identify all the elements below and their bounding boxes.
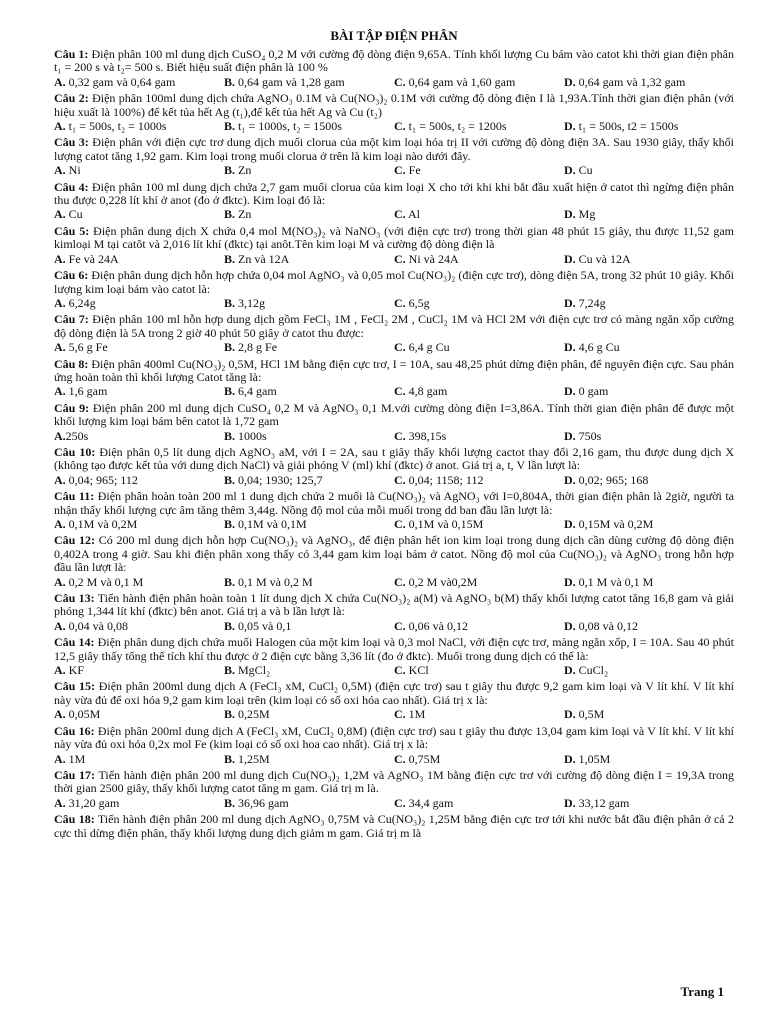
option-letter: D.: [564, 751, 576, 766]
answer-option: D. 0,1 M và 0,1 M: [564, 574, 654, 589]
option-letter: D.: [564, 119, 576, 134]
question-text: Điện phân dung dịch X chứa 0,4 mol M(NO₃)₂ và NaNO₃ (với điện cực trơ) trong thời gian 48 phút 15 giây, thu được 11,52 gam kimloại M tại catôt và 2,016 lít khí (đktc) tại anôt.Tên kim loại M và cường độ dòng điện là: [54, 223, 735, 252]
option-letter: A.: [54, 472, 66, 487]
question-item: [54, 358, 734, 399]
question-text-line: [54, 636, 734, 663]
question-text: Tiến hành điện phân 200 ml dung dịch AgNO₃ 0,75M và Cu(NO₃)₂ 1,25M bằng điện cực trơ tới khi nước bắt đầu điện phân ở cả 2 cực thì dừng điện phân, thấy khối lượng dung dịch giảm m gam. Giá trị m là: [54, 812, 734, 840]
question-label: Câu 7:: [54, 312, 89, 327]
answer-option: D. 750s: [564, 428, 602, 443]
answer-option: D. 0 gam: [564, 384, 609, 399]
question-item: [54, 92, 734, 133]
answer-options: [54, 76, 734, 89]
answer-options: [54, 753, 734, 766]
answer-option: B. MgCl₂: [224, 663, 271, 678]
question-label: Câu 15:: [54, 679, 96, 694]
option-letter: C.: [394, 751, 406, 766]
question-text-line: [54, 446, 734, 473]
option-letter: C.: [394, 663, 406, 678]
answer-option: D. 0,64 gam và 1,32 gam: [564, 74, 686, 89]
answer-option: A. t₁ = 500s, t₂ = 1000s: [54, 119, 167, 134]
answer-option: A. 5,6 g Fe: [54, 340, 108, 355]
option-letter: D.: [564, 472, 576, 487]
answer-option: A. Cu: [54, 207, 83, 222]
option-letter: A.: [54, 618, 66, 633]
option-letter: D.: [564, 663, 576, 678]
question-item: [54, 592, 734, 633]
answer-option: A. 0,2 M và 0,1 M: [54, 574, 144, 589]
question-text: Tiến hành điện phân hoàn toàn 1 lít dung dịch X chứa Cu(NO₃)₂ a(M) và AgNO₃ b(M) thấy khối lượng catot tăng 16,8 gam và giải phóng 1,344 lít khí (đktc) bên anot. Giá trị a và b lần lượt là:: [54, 591, 734, 619]
option-letter: C.: [394, 428, 406, 443]
answer-option: A.250s: [54, 428, 89, 443]
question-label: Câu 6:: [54, 268, 89, 283]
answer-options: [54, 430, 734, 443]
question-text: Tiến hành điện phân 200 ml dung dịch Cu(NO₃)₂ 1,2M và AgNO₃ 1M bằng điện cực trơ với cường độ dòng điện I = 19,3A trong thời gian 2500 giây, thấy khối lượng catot tăng m gam. Giá trị m là.: [54, 767, 734, 796]
document-page: [54, 28, 734, 841]
option-letter: C.: [394, 574, 406, 589]
question-text-line: [54, 592, 734, 619]
option-letter: B.: [224, 472, 236, 487]
answer-option: B. t₁ = 1000s, t₂ = 1500s: [224, 119, 342, 134]
question-text: Điện phân dung dịch hỗn hợp chứa 0,04 mol AgNO₃ và 0,05 mol Cu(NO₃)₂ (điện cực trơ), dòng điện 5A, trong 32 phút 10 giây. Khối lượng kim loại bám vào catot là:: [54, 268, 735, 296]
answer-option: C. Ni và 24A: [394, 251, 459, 266]
answer-option: C. 0,2 M và0,2M: [394, 574, 478, 589]
option-letter: C.: [394, 119, 406, 134]
answer-option: C. 1M: [394, 707, 426, 722]
answer-options: [54, 620, 734, 633]
question-text: Điện phân 100 ml dung dịch chứa 2,7 gam muối clorua của kim loại X cho tới khi khi bắt đầu xuất hiện ở catot thì ngừng điện phân thu được 0,228 lít khí ở anot (đo ở đktc). Kim loại đó là:: [54, 179, 734, 208]
question-text-line: [54, 48, 734, 75]
answer-option: B. 0,1 M và 0,2 M: [224, 574, 313, 589]
page-title: BÀI TẬP ĐIỆN PHÂN: [330, 28, 458, 43]
answer-option: B. 0,05 và 0,1: [224, 618, 292, 633]
question-label: Câu 17:: [54, 767, 96, 782]
question-label: Câu 10:: [54, 444, 96, 459]
option-letter: D.: [564, 384, 576, 399]
answer-option: B. 1000s: [224, 428, 267, 443]
question-text-line: [54, 181, 734, 208]
answer-option: D. 0,02; 965; 168: [564, 472, 649, 487]
question-label: Câu 9:: [54, 400, 90, 415]
option-letter: A.: [54, 119, 66, 134]
option-letter: D.: [564, 618, 576, 633]
question-text-line: [54, 313, 734, 340]
option-letter: B.: [224, 119, 236, 134]
answer-option: B. 0,64 gam và 1,28 gam: [224, 74, 345, 89]
option-letter: B.: [224, 295, 236, 310]
question-item: [54, 269, 734, 310]
option-letter: A.: [54, 207, 66, 222]
question-label: Câu 4:: [54, 179, 89, 194]
option-letter: A.: [54, 795, 66, 810]
question-label: Câu 3:: [54, 135, 89, 150]
answer-option: A. KF: [54, 663, 85, 678]
answer-option: C. 0,75M: [394, 751, 441, 766]
question-label: Câu 5:: [54, 223, 90, 238]
question-text: Điện phân dung dịch chứa muối Halogen của một kim loại và 0,3 mol NaCl, với điện cực trơ, màng ngăn xốp, I = 10A. Sau 40 phút 12,5 giây thấy tổng thể tích khí thu được ở 2 điện cực bằng 3,36 lít (đo ở đktc). Muối trong dung dịch có thể là:: [54, 635, 734, 663]
answer-option: B. 0,25M: [224, 707, 270, 722]
answer-option: A. 1M: [54, 751, 86, 766]
option-letter: A.: [54, 517, 66, 531]
answer-option: A. Ni: [54, 163, 81, 178]
answer-option: D. 7,24g: [564, 295, 606, 310]
option-letter: A.: [54, 574, 66, 589]
question-text-line: [54, 358, 734, 385]
option-letter: A.: [54, 384, 66, 399]
question-text: Điện phân 200ml dung dịch A (FeCl₃ xM, CuCl₂ 0,8M) (điện cực trơ) sau t giây thu được 13,04 gam kim loại và V lít khí. V lít khí này vừa đủ oxi hóa 0,2x mol Fe (kim loại có số oxi hoa cao nhất). Giá trị x là:: [54, 723, 734, 752]
question-item: [54, 402, 734, 443]
option-letter: A.: [54, 340, 66, 355]
answer-option: B. 36,96 gam: [224, 795, 289, 810]
option-letter: B.: [224, 618, 236, 633]
option-letter: A.: [54, 428, 66, 443]
answer-option: D. 33,12 gam: [564, 795, 630, 810]
answer-option: B. Zn và 12A: [224, 251, 290, 266]
question-text: Điện phân 100 ml hỗn hợp dung dịch gồm FeCl₃ 1M , FeCl₂ 2M , CuCl₂ 1M và HCl 2M với điện cực trơ có màng ngăn xốp cường độ dòng điện là 5A trong 2 giờ 40 phút 50 giây ở catot thu được:: [54, 312, 734, 340]
answer-option: A. Fe và 24A: [54, 251, 119, 266]
option-letter: B.: [224, 74, 236, 89]
answer-option: D. 0,15M và 0,2M: [564, 517, 654, 531]
answer-option: A. 0,1M và 0,2M: [54, 517, 138, 531]
option-letter: C.: [394, 707, 406, 722]
question-text: Điện phân 100 ml dung dịch CuSO₄ 0,2 M với cường độ dòng điện 9,65A. Tính khối lượng Cu bám vào catot khi thời gian điện phân t₁ = 200 s và t₂= 500 s. Biết hiệu suất điện phân là 100 %: [54, 47, 735, 75]
answer-option: C. 4,8 gam: [394, 384, 448, 399]
option-letter: D.: [564, 428, 576, 443]
question-item: [54, 446, 734, 487]
question-text-line: [54, 725, 734, 752]
question-item: [54, 490, 734, 531]
answer-option: D. Mg: [564, 207, 596, 222]
option-letter: A.: [54, 707, 66, 722]
option-letter: B.: [224, 574, 236, 589]
question-label: Câu 2:: [54, 91, 89, 106]
answer-options: [54, 474, 734, 487]
answer-option: A. 0,04 và 0,08: [54, 618, 128, 633]
answer-option: A. 1,6 gam: [54, 384, 108, 399]
option-letter: B.: [224, 340, 236, 355]
option-letter: C.: [394, 517, 406, 531]
question-item: [54, 225, 734, 266]
question-text: Có 200 ml dung dịch hỗn hợp Cu(NO₃)₂ và AgNO₃, để điện phân hết ion kim loại trong dung dịch cần dùng cường độ dòng điện 0,402A trong 4 giờ. Sau khi điện phân xong thấy có 3,44 gam kim loại bám ở catot. Nồng độ mol của Cu(NO₃)₂ và AgNO₃ trong hỗn hợp đầu lần lượt là:: [54, 533, 734, 575]
answer-option: C. Fe: [394, 163, 421, 178]
answer-option: C. 6,5g: [394, 295, 430, 310]
question-item: [54, 136, 734, 177]
question-item: [54, 813, 734, 840]
answer-options: [54, 797, 734, 810]
option-letter: B.: [224, 207, 236, 222]
question-label: Câu 1:: [54, 47, 89, 61]
answer-option: B. 1,25M: [224, 751, 270, 766]
option-letter: D.: [564, 707, 576, 722]
answer-options: [54, 576, 734, 589]
option-letter: C.: [394, 384, 406, 399]
answer-options: [54, 708, 734, 721]
answer-option: C. 398,15s: [394, 428, 447, 443]
question-item: [54, 725, 734, 766]
option-letter: B.: [224, 751, 236, 766]
question-text-line: [54, 680, 734, 707]
answer-options: [54, 120, 734, 133]
question-label: Câu 11:: [54, 489, 95, 504]
answer-options: [54, 253, 734, 266]
question-text-line: [54, 813, 734, 840]
question-list: [54, 48, 734, 840]
answer-option: D. Cu và 12A: [564, 251, 631, 266]
answer-option: D. 0,08 và 0,12: [564, 618, 638, 633]
question-text-line: [54, 225, 734, 252]
answer-options: [54, 208, 734, 221]
option-letter: C.: [394, 163, 406, 178]
answer-option: C. 6,4 g Cu: [394, 340, 450, 355]
option-letter: D.: [564, 340, 576, 355]
answer-option: A. 0,04; 965; 112: [54, 472, 138, 487]
question-label: Câu 14:: [54, 635, 95, 650]
option-letter: A.: [54, 751, 66, 766]
answer-option: B. 3,12g: [224, 295, 266, 310]
option-letter: A.: [54, 163, 66, 178]
question-item: [54, 769, 734, 810]
answer-option: B. 0,1M và 0,1M: [224, 517, 307, 531]
answer-option: B. 0,04; 1930; 125,7: [224, 472, 323, 487]
option-letter: C.: [394, 618, 406, 633]
question-text: Điện phân 100ml dung dịch chứa AgNO₃ 0.1M và Cu(NO₃)₂ 0.1M với cường độ dòng điện I là 1,93A.Tính thời gian điện phân (với hiệu xuất là 100%) để kết tủa hết Ag (t₁),để kết tủa hết Ag và Cu (t₂): [54, 91, 735, 119]
answer-option: C. KCl: [394, 663, 429, 678]
question-text: Điện phân 0,5 lít dung dịch AgNO₃ aM, với I = 2A, sau t giây thấy khối lượng cactot thay đổi 2,16 gam, thu được dung dịch X (không tạo được kết tủa với dung dịch NaCl) và giải phóng V (ml) khí (đktc) ở anot. Giá trị a, t, V lần lượt là:: [54, 444, 735, 473]
answer-option: D. 0,5M: [564, 707, 605, 722]
question-item: [54, 313, 734, 354]
question-label: Câu 18:: [54, 812, 95, 827]
answer-options: [54, 341, 734, 354]
question-text: Điện phân 200 ml dung dịch CuSO₄ 0,2 M và AgNO₃ 0,1 M.với cường dòng điện I=3,86A. Tính thời gian điện phân để được một khối lượng kim loại bám bên catot là 1,72 gam: [54, 400, 735, 429]
answer-option: C. 0,06 và 0,12: [394, 618, 468, 633]
option-letter: C.: [394, 295, 406, 310]
answer-option: D. 4,6 g Cu: [564, 340, 620, 355]
answer-options: [54, 164, 734, 177]
question-text-line: [54, 136, 734, 163]
question-text-line: [54, 402, 734, 429]
answer-options: [54, 297, 734, 310]
option-letter: D.: [564, 74, 576, 89]
option-letter: C.: [394, 472, 406, 487]
option-letter: B.: [224, 517, 236, 531]
answer-option: A. 0,32 gam và 0,64 gam: [54, 74, 176, 89]
option-letter: C.: [394, 251, 406, 266]
answer-option: D. t₁ = 500s, t2 = 1500s: [564, 119, 679, 134]
question-text: Điện phân 200ml dung dịch A (FeCl₃ xM, CuCl₂ 0,5M) (điện cực trơ) sau t giây thu được 9,2 gam kim loại và V lít khí. V lít khí này vừa đủ để oxi hóa 9,2 gam kim loại trên (kim loại có số oxi hóa cao nhất). Giá trị x là:: [54, 679, 735, 707]
question-text-line: [54, 269, 734, 296]
question-item: [54, 48, 734, 89]
page-number: Trang 1: [680, 984, 724, 999]
answer-option: D. Cu: [564, 163, 593, 178]
option-letter: B.: [224, 384, 236, 399]
option-letter: B.: [224, 163, 236, 178]
question-text-line: [54, 92, 734, 119]
option-letter: B.: [224, 795, 236, 810]
answer-option: B. 2,8 g Fe: [224, 340, 278, 355]
answer-option: C. 0,64 gam và 1,60 gam: [394, 74, 516, 89]
option-letter: B.: [224, 428, 236, 443]
answer-option: A. 6,24g: [54, 295, 96, 310]
question-text-line: [54, 534, 734, 574]
answer-option: B. 6,4 gam: [224, 384, 277, 399]
question-item: [54, 181, 734, 222]
answer-option: C. 34,4 gam: [394, 795, 454, 810]
option-letter: D.: [564, 163, 576, 178]
option-letter: A.: [54, 663, 66, 678]
question-text: Điện phân hoàn toàn 200 ml 1 dung dịch chứa 2 muối là Cu(NO₃)₂ và AgNO₃ với I=0,804A, thời gian điện phân là 2giờ, người ta nhận thấy khối lượng cực âm tăng thêm 3,44g. Nồng độ mol của mỗi muối trong dd ban đầu lần lượt là:: [54, 489, 735, 517]
option-letter: C.: [394, 74, 406, 89]
question-item: [54, 636, 734, 677]
option-letter: C.: [394, 795, 406, 810]
answer-option: C. t₁ = 500s, t₂ = 1200s: [394, 119, 507, 134]
question-text-line: [54, 490, 734, 517]
option-letter: B.: [224, 251, 236, 266]
option-letter: C.: [394, 207, 406, 222]
question-text-line: [54, 769, 734, 796]
answer-option: A. 0,05M: [54, 707, 101, 722]
question-text: Điện phân với điện cực trơ dung dịch muối clorua của một kim loại hóa trị II với cường độ dòng điện 3A. Sau 1930 giây, thấy khối lượng catot tăng 1,92 gam. Kim loại trong muối clorua ở trên là kim loại nào dưới đây.: [54, 135, 735, 163]
option-letter: B.: [224, 707, 236, 722]
answer-option: C. 0,04; 1158; 112: [394, 472, 484, 487]
question-label: Câu 12:: [54, 533, 96, 548]
answer-option: B. Zn: [224, 163, 252, 178]
answer-options: [54, 385, 734, 398]
answer-option: A. 31,20 gam: [54, 795, 120, 810]
answer-options: [54, 518, 734, 531]
question-label: Câu 16:: [54, 723, 95, 738]
answer-option: C. Al: [394, 207, 421, 222]
option-letter: C.: [394, 340, 406, 355]
option-letter: D.: [564, 795, 576, 810]
option-letter: D.: [564, 251, 576, 266]
option-letter: B.: [224, 663, 236, 678]
option-letter: D.: [564, 517, 576, 531]
option-letter: D.: [564, 574, 576, 589]
answer-option: B. Zn: [224, 207, 252, 222]
question-label: Câu 8:: [54, 356, 89, 371]
option-letter: A.: [54, 251, 66, 266]
question-item: [54, 534, 734, 589]
question-text: Điện phân 400ml Cu(NO₃)₂ 0,5M, HCl 1M bằng điện cực trơ, I = 10A, sau 48,25 phút dừng điện phân, để nguyên điện cực. Sau phản ứng hoàn toàn thì khối lượng Catot tăng là:: [54, 356, 734, 384]
option-letter: D.: [564, 295, 576, 310]
option-letter: A.: [54, 74, 66, 89]
question-label: Câu 13:: [54, 591, 95, 606]
answer-option: D. 1,05M: [564, 751, 611, 766]
question-item: [54, 680, 734, 721]
option-letter: A.: [54, 295, 66, 310]
option-letter: D.: [564, 207, 576, 222]
answer-options: [54, 664, 734, 677]
answer-option: C. 0,1M và 0,15M: [394, 517, 484, 531]
answer-option: D. CuCl₂: [564, 663, 609, 678]
